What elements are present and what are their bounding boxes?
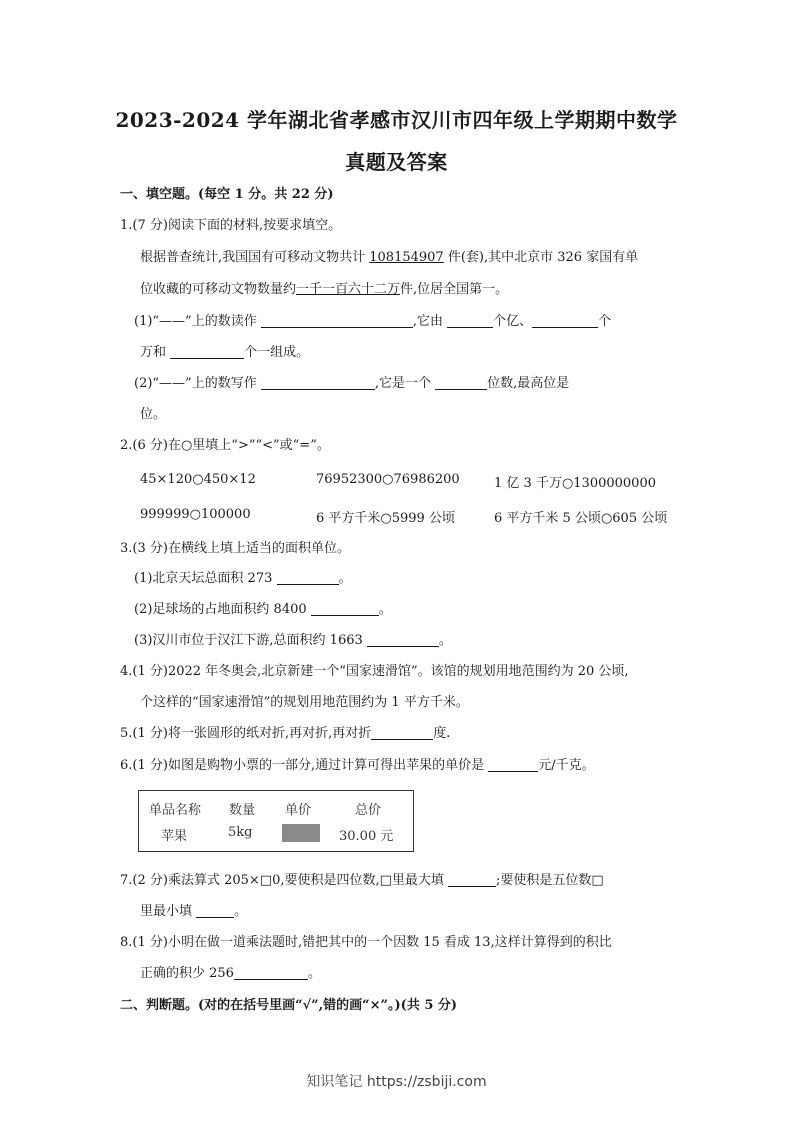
q3-item-2-text: (2)足球场的占地面积约 8400 [134, 602, 311, 617]
q1-p2-text-a: 位收藏的可移动文物数量约 [140, 282, 297, 297]
q1-underlined-words: 一千一百六十二万 [296, 282, 401, 297]
q1-s2-text-a: (2)“——”上的数写作 [134, 376, 261, 391]
q1-sub-2-line-1 [134, 375, 569, 393]
receipt-header-unit-price: 单价 [285, 803, 312, 818]
answer-blank[interactable] [435, 375, 487, 390]
q7-text-c: 里最小填 [140, 904, 197, 919]
q8-line-1: 8.(1 分)小明在做一道乘法题时,错把其中的一个因数 15 看成 13,这样计算得到的积比 [120, 935, 612, 950]
q1-s1-text-f: 个一组成。 [244, 345, 310, 360]
answer-blank[interactable] [448, 872, 496, 887]
q2-compare-item: 1 亿 3 千万○1300000000 [494, 476, 656, 491]
receipt-header-total: 总价 [355, 803, 382, 818]
answer-blank[interactable] [371, 725, 433, 740]
receipt-image [138, 790, 414, 852]
q3-item-1 [134, 570, 352, 588]
document-title-line-2: 真题及答案 [345, 150, 448, 174]
answer-blank[interactable] [367, 632, 439, 647]
q1-s2-text-b: ,它是一个 [374, 376, 436, 391]
q2-compare-item: 6 平方千米○5999 公顷 [316, 511, 455, 526]
q1-p1-text-a: 根据普查统计,我国国有可移动文物共计 [140, 250, 370, 265]
q1-underlined-number: 108154907 [369, 250, 444, 265]
period: 。 [438, 633, 452, 648]
q8-text-c: 。 [307, 966, 321, 981]
q8-line-2 [140, 965, 321, 983]
q1-s2-text-c: 位数,最高位是 [487, 376, 570, 391]
q1-stem: 1.(7 分)阅读下面的材料,按要求填空。 [120, 218, 342, 233]
q1-p2-text-b: 件,位居全国第一。 [400, 282, 509, 297]
q8-text-b: 正确的积少 256 [140, 966, 234, 981]
q6-text-a: 6.(1 分)如图是购物小票的一部分,通过计算可得出苹果的单价是 [120, 758, 489, 773]
q4-line-1: 4.(1 分)2022 年冬奥会,北京新建一个“国家速滑馆”。该馆的规划用地范围约为 20 公顷, [120, 664, 629, 679]
answer-blank[interactable] [196, 903, 234, 918]
q5-line [120, 725, 450, 743]
q3-item-3 [134, 632, 452, 650]
answer-blank[interactable] [261, 375, 375, 390]
q1-paragraph-line-1 [140, 249, 638, 267]
section-2-heading: 二、判断题。(对的在括号里画“√”,错的画“×”。)(共 5 分) [120, 998, 458, 1013]
q6-line [120, 757, 595, 775]
q5-text-a: 5.(1 分)将一张圆形的纸对折,再对折,再对折 [120, 726, 372, 741]
q2-compare-item: 76952300○76986200 [316, 472, 460, 487]
answer-blank[interactable] [234, 965, 308, 980]
q7-text-a: 7.(2 分)乘法算式 205×□0,要使积是四位数,□里最大填 [120, 873, 449, 888]
answer-blank[interactable] [532, 313, 598, 328]
q1-sub-1-line-1 [134, 313, 611, 331]
answer-blank[interactable] [277, 570, 339, 585]
document-title-line-1: 2023-2024 学年湖北省孝感市汉川市四年级上学期期中数学 [115, 108, 678, 132]
footer-watermark: 知识笔记 https://zsbiji.com [306, 1074, 487, 1090]
answer-blank[interactable] [261, 313, 413, 328]
q2-stem: 2.(6 分)在○里填上“>”“<”或“=”。 [120, 438, 330, 453]
answer-blank[interactable] [170, 344, 244, 359]
receipt-item-total: 30.00 元 [339, 829, 394, 844]
section-1-heading: 一、填空题。(每空 1 分。共 22 分) [120, 187, 334, 202]
q3-item-3-text: (3)汉川市位于汉江下游,总面积约 1663 [134, 633, 367, 648]
answer-blank[interactable] [311, 601, 379, 616]
receipt-header-name: 单品名称 [149, 803, 202, 818]
q1-sub-1-line-2 [140, 344, 309, 362]
q6-text-b: 元/千克。 [538, 758, 595, 773]
q3-item-2 [134, 601, 392, 619]
q7-text-d: 。 [234, 904, 248, 919]
q2-compare-item: 45×120○450×12 [140, 472, 256, 487]
q2-compare-item: 6 平方千米 5 公顷○605 公顷 [494, 511, 668, 526]
q4-line-2: 个这样的“国家速滑馆”的规划用地范围约为 1 平方千米。 [140, 695, 469, 710]
q5-text-b: 度. [433, 726, 451, 741]
q3-item-1-text: (1)北京天坛总面积 273 [134, 571, 277, 586]
q1-s1-text-a: (1)“——”上的数读作 [134, 314, 261, 329]
q1-s1-text-e: 万和 [140, 345, 171, 360]
period: 。 [338, 571, 352, 586]
q3-stem: 3.(3 分)在横线上填上适当的面积单位。 [120, 541, 350, 556]
answer-blank[interactable] [447, 313, 493, 328]
receipt-hidden-unit-price [282, 824, 320, 842]
q1-p1-text-b: 件(套),其中北京市 326 家国有单 [443, 250, 639, 265]
receipt-item-name: 苹果 [161, 829, 188, 844]
q7-line-2 [140, 903, 247, 921]
period: 。 [378, 602, 392, 617]
q1-s1-text-c: 个亿、 [493, 314, 533, 329]
q1-paragraph-line-2 [140, 281, 508, 299]
q7-line-1 [120, 872, 604, 890]
q2-compare-item: 999999○100000 [140, 507, 251, 522]
q1-sub-2-line-2: 位。 [140, 407, 167, 422]
receipt-header-quantity: 数量 [229, 803, 256, 818]
q1-s1-text-d: 个 [598, 314, 612, 329]
q1-s1-text-b: ,它由 [412, 314, 448, 329]
receipt-item-quantity: 5kg [228, 825, 253, 840]
answer-blank[interactable] [488, 757, 538, 772]
q7-text-b: ;要使积是五位数□ [496, 873, 604, 888]
